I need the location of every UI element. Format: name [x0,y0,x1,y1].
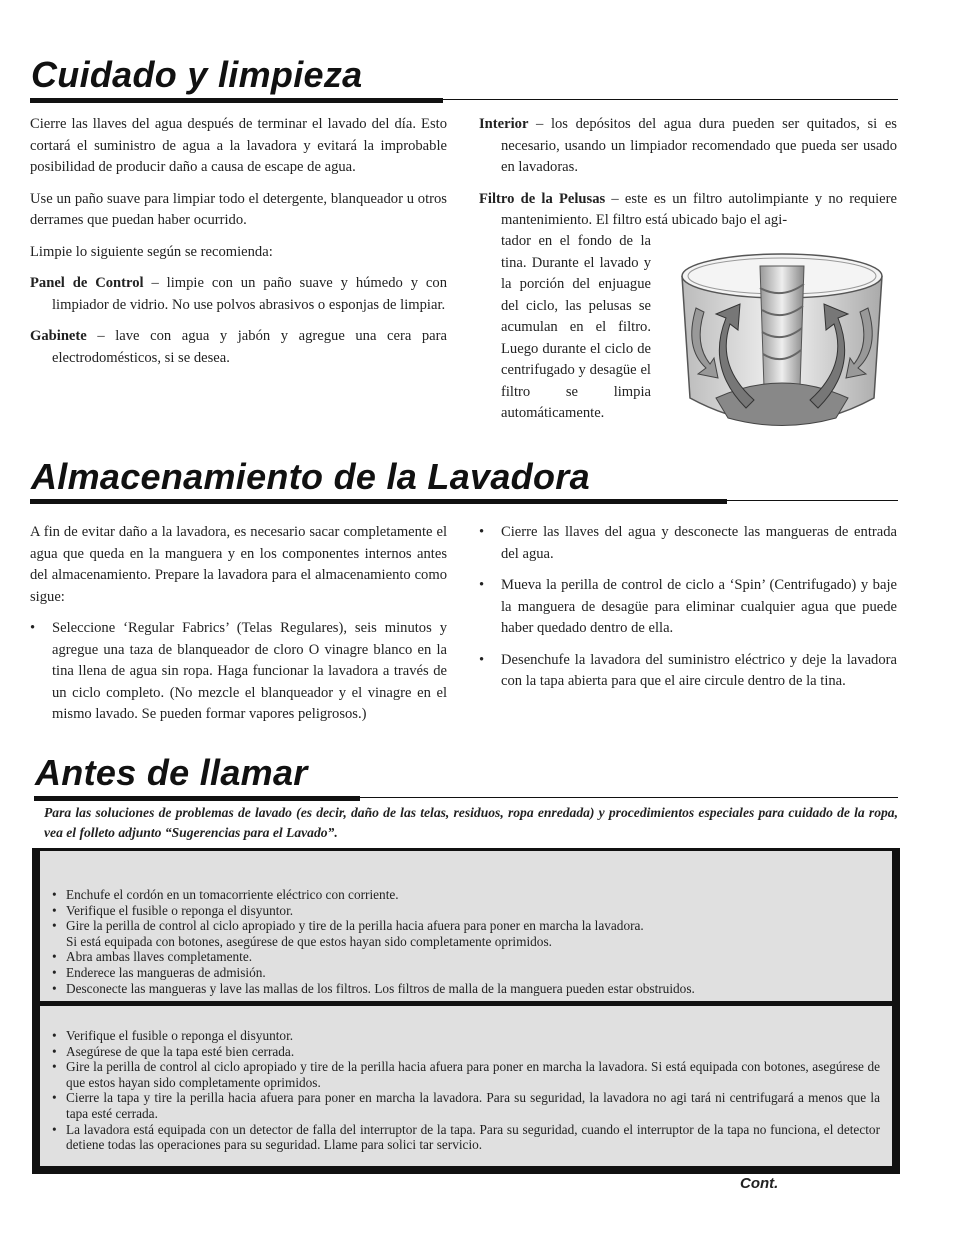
bullet: • [479,577,485,593]
care-item-lint-filter [479,189,897,232]
bullet: • [52,980,57,996]
continued-label: Cont. [740,1175,779,1192]
storage-step-text: Desenchufe la lavadora del suministro eléctrico y deje la lavadora con la tapa abierta para que el aire circule dentro de la tina. [501,651,897,689]
storage-step [479,522,897,565]
title-rule-thick [30,499,727,504]
bullet: • [52,1090,57,1106]
troubleshooting-note: Para las soluciones de problemas de lavado (es decir, daño de las telas, residuos, ropa enredada) y procedimientos especiales para cuidado de la ropa, vea el folleto adjunto “Sugerencias para el Lavado”. [44,805,898,840]
care-item-term: Filtro de la Pelusas [479,190,606,207]
troubleshooting-item-text: La lavadora está equipada con un detector de falla del interruptor de la tapa. Para su seguridad, cuando el interruptor de la tapa no funciona, el detector detiene todas las operaciones para su seguridad. Llame para solici tar servicio. [66,1121,880,1153]
troubleshooting-row-2 [40,1006,892,1166]
bullet: • [52,1028,57,1043]
care-item-text: – este es un filtro autolimpiante y no requiere mantenimiento. El filtro está ubicado bajo el agi- [501,190,897,228]
storage-step-text: Seleccione ‘Regular Fabrics’ (Telas Regulares), seis minutos y agregue una taza de blanqueador de cloro O vinagre blanco en la tina llena de agua sin ropa. Haga funcionar la lavadora a través de un ciclo completo. (No mezcle el blanqueador y el vinagre en el mismo lavado. Se pueden formar vapores peligrosos.) [52,620,447,722]
bullet: • [52,964,57,980]
care-item-term: Interior [479,116,529,132]
washer-tub-illustration [676,248,888,440]
troubleshooting-item-text: Gire la perilla de control al ciclo apropiado y tire de la perilla hacia afuera para poner en marcha la lavadora. Si está equipada con botones, asegúrese de que estos hayan sido completamente oprimidos. [66,1059,880,1090]
title-rule-thick [34,796,360,801]
care-item-text: – los depósitos del agua dura pueden ser quitados, si es necesario, usando un limpiador recomendado que pueda ser usado en lavadoras. [501,116,897,175]
storage-step [479,650,897,693]
care-item-control-panel [30,273,447,316]
bullet: • [479,651,485,668]
storage-intro: A fin de evitar daño a la lavadora, es necesario sacar completamente el agua que queda en la manguera y en los componentes internos antes del almacenamiento. Prepare la lavadora para el almacenamiento como sigue: [30,524,447,605]
care-paragraph-1: Cierre las llaves del agua después de terminar el lavado del día. Esto cortará el suministro de agua a la lavadora y evitará la improbable posibilidad de producir daño a causa de escape de agua. [30,116,447,175]
bullet: • [479,524,485,540]
troubleshooting-item-text: Verifique el fusible o reponga el disyuntor. [66,902,294,918]
title-rule-thick [30,98,443,103]
troubleshooting-item [52,1028,880,1044]
care-right-column [479,114,897,232]
troubleshooting-item-text: Enchufe el cordón en un tomacorriente eléctrico con corriente. [66,887,399,902]
troubleshooting-item [52,1090,880,1121]
storage-step [30,618,447,726]
troubleshooting-item [52,1044,880,1060]
troubleshooting-item-text: Desconecte las mangueras y lave las mallas de los filtros. Los filtros de malla de la manguera pueden estar obstruidos. [66,980,695,996]
title-rule-thin [360,797,898,798]
care-item-term: Panel de Control [30,275,144,291]
bullet: • [52,902,57,918]
bullet: • [52,1121,57,1137]
troubleshooting-item [52,918,880,949]
bullet: • [52,918,57,934]
troubleshooting-item-text: Cierre la tapa y tire la perilla hacia afuera para poner en marcha la lavadora. Para su seguridad, la lavadora no agi tará ni centrifugará a menos que la tapa esté cerrada. [66,1090,880,1121]
troubleshooting-item [52,903,880,919]
troubleshooting-item [52,981,880,997]
troubleshooting-item-text: Verifique el fusible o reponga el disyuntor. [66,1028,294,1043]
troubleshooting-item-text: Enderece las mangueras de admisión. [66,964,266,980]
bullet: • [52,949,57,965]
care-left-column [30,114,447,379]
troubleshooting-item [52,949,880,965]
care-item-text: – limpie con un paño suave y húmedo y con limpiador de vidrio. No use polvos abrasivos o esponjas de limpiar. [52,275,447,313]
troubleshooting-item-text: Si está equipada con botones, asegúrese de que estos hayan sido completamente oprimidos. [66,933,552,949]
bullet: • [52,1059,57,1075]
bullet: • [52,1043,57,1059]
section-title-antes-de-llamar: Antes de llamar [35,752,308,793]
care-item-interior [479,114,897,179]
section-title-almacenamiento: Almacenamiento de la Lavadora [31,456,590,497]
troubleshooting-row-1 [40,851,892,1001]
troubleshooting-item [52,1059,880,1090]
bullet: • [30,620,36,636]
troubleshooting-item-text: Abra ambas llaves completamente. [66,949,253,965]
storage-step-text: Cierre las llaves del agua y desconecte las mangueras de entrada del agua. [501,524,897,562]
troubleshooting-item [52,887,880,903]
storage-step-text: Mueva la perilla de control de ciclo a ‘Spin’ (Centrifugado) y baje la manguera de desagüe para eliminar cualquier agua que puede haber quedado dentro de ella. [501,577,897,636]
care-paragraph-3: Limpie lo siguiente según se recomienda: [30,243,273,260]
care-paragraph-2: Use un paño suave para limpiar todo el detergente, blanqueador u otros derrames que puedan haber ocurrido. [30,190,447,228]
troubleshooting-item-text: Asegúrese de que la tapa esté bien cerrada. [66,1043,295,1059]
lint-filter-continuation: tador en el fondo de la tina. Durante el lavado y la porción del enjuague del ciclo, las pelusas se acumulan en el filtro. Luego durante el ciclo de centrifugado y desagüe el filtro se limpia automáticamente. [501,233,651,421]
troubleshooting-table [32,848,900,1174]
care-item-text: – lave con agua y jabón y agregue una cera para electrodomésticos, si se desea. [52,328,447,366]
bullet: • [52,887,57,902]
title-rule-thin [443,99,898,100]
troubleshooting-item [52,965,880,981]
section-title-cuidado: Cuidado y limpieza [31,54,363,95]
care-item-cabinet [30,326,447,369]
storage-left-column [30,522,447,736]
care-item-term: Gabinete [30,328,87,344]
troubleshooting-item-text: Gire la perilla de control al ciclo apropiado y tire de la perilla hacia afuera para poner en marcha la lavadora. [66,918,644,934]
troubleshooting-item [52,1122,880,1153]
title-rule-thin [727,500,898,501]
storage-right-column [479,522,897,703]
storage-step [479,575,897,640]
